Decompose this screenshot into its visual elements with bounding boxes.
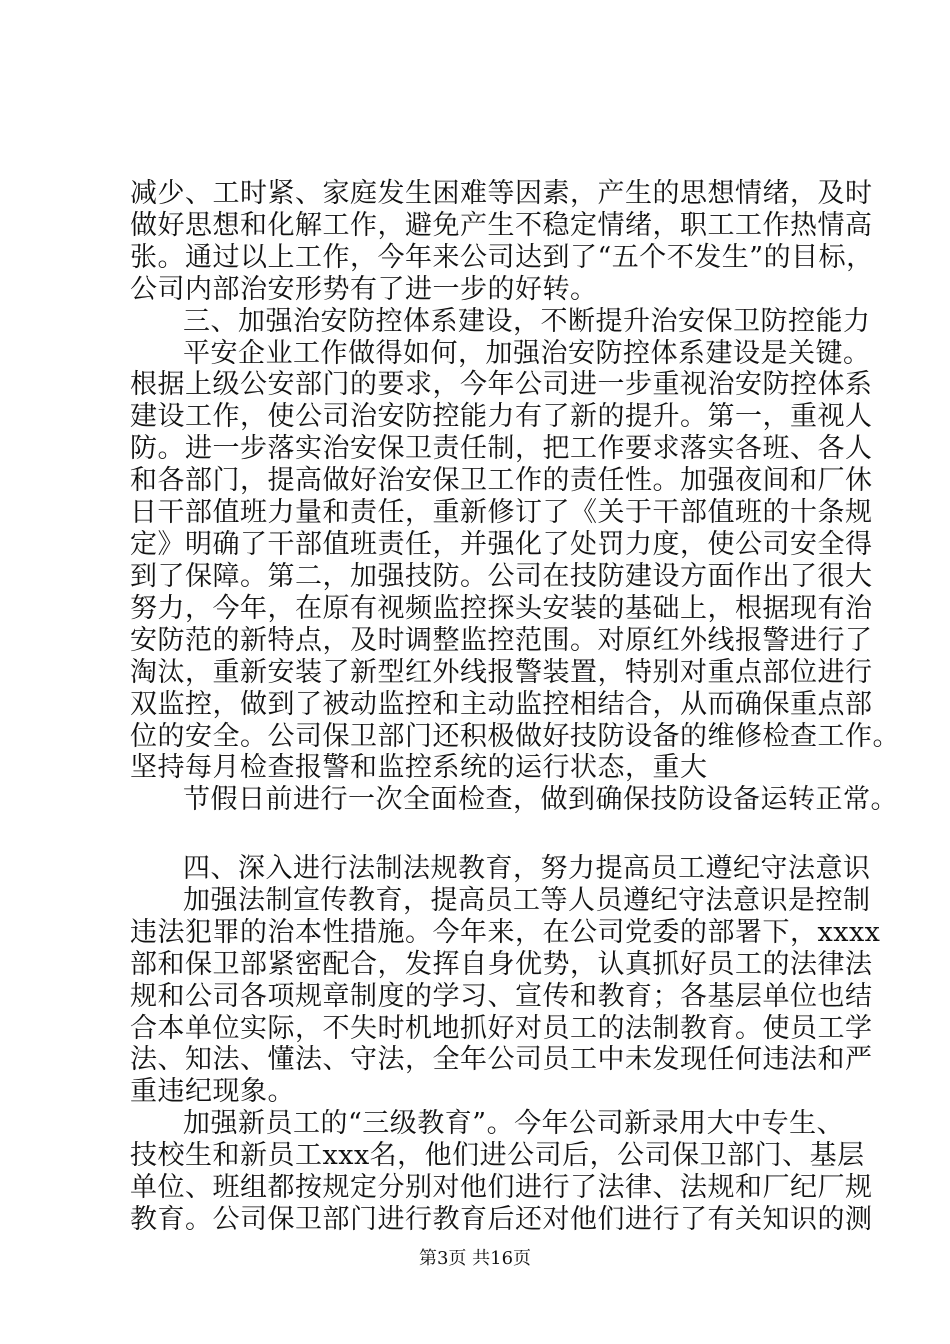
section-heading: 四、深入进行法制法规教育，努力提高员工遵纪守法意识: [183, 853, 871, 884]
text-line: 单位、班组都按规定分别对他们进行了法律、法规和厂纪厂规: [130, 1172, 873, 1203]
text-line: 根据上级公安部门的要求，今年公司进一步重视治安防控体系: [130, 369, 873, 400]
text-line: 部和保卫部紧密配合，发挥自身优势，认真抓好员工的法律法: [130, 949, 873, 980]
text-line: 教育。公司保卫部门进行教育后还对他们进行了有关知识的测: [130, 1204, 873, 1235]
text-line: 减少、工时紧、家庭发生困难等因素，产生的思想情绪，及时: [130, 178, 873, 209]
text-line: 平安企业工作做得如何，加强治安防控体系建设是关键。: [183, 338, 871, 369]
text-line: 到了保障。第二，加强技防。公司在技防建设方面作出了很大: [130, 561, 873, 592]
text-line: 加强法制宣传教育，提高员工等人员遵纪守法意识是控制: [183, 885, 871, 916]
text-line: 安防范的新特点，及时调整监控范围。对原红外线报警进行了: [130, 625, 873, 656]
text-line: 规和公司各项规章制度的学习、宣传和教育；各基层单位也结: [130, 981, 873, 1012]
text-line: 位的安全。公司保卫部门还积极做好技防设备的维修检查工作。: [130, 721, 900, 752]
text-line: 节假日前进行一次全面检查，做到确保技防设备运转正常。: [183, 784, 898, 815]
page-footer: 第3页 共16页: [418, 1248, 532, 1269]
text-line: 合本单位实际，不失时机地抓好对员工的法制教育。使员工学: [130, 1013, 873, 1044]
text-line: 和各部门，提高做好治安保卫工作的责任性。加强夜间和厂休: [130, 465, 873, 496]
text-line: 日干部值班力量和责任，重新修订了《关于干部值班的十条规: [130, 497, 873, 528]
text-line: 重违纪现象。: [130, 1076, 295, 1107]
text-line: 公司内部治安形势有了进一步的好转。: [130, 274, 598, 305]
text-line: 法、知法、懂法、守法，全年公司员工中未发现任何违法和严: [130, 1044, 873, 1075]
text-line: 定》明确了干部值班责任，并强化了处罚力度，使公司安全得: [130, 529, 873, 560]
text-line: 防。进一步落实治安保卫责任制，把工作要求落实各班、各人: [130, 433, 873, 464]
text-line: 加强新员工的“三级教育”。今年公司新录用大中专生、: [183, 1108, 845, 1139]
text-line: 坚持每月检查报警和监控系统的运行状态，重大: [130, 752, 708, 783]
text-line: 张。通过以上工作，今年来公司达到了“五个不发生”的目标，: [130, 242, 874, 273]
text-line: 淘汰，重新安装了新型红外线报警装置，特别对重点部位进行: [130, 657, 873, 688]
text-line: 技校生和新员工xxx名，他们进公司后，公司保卫部门、基层: [130, 1140, 865, 1171]
text-line: 努力，今年，在原有视频监控探头安装的基础上，根据现有治: [130, 593, 873, 624]
text-line: 违法犯罪的治本性措施。今年来，在公司党委的部署下，xxxx: [130, 917, 881, 948]
text-line: 建设工作，使公司治安防控能力有了新的提升。第一，重视人: [130, 401, 873, 432]
section-heading: 三、加强治安防控体系建设，不断提升治安保卫防控能力: [183, 306, 871, 337]
text-line: 双监控，做到了被动监控和主动监控相结合，从而确保重点部: [130, 689, 873, 720]
text-line: 做好思想和化解工作，避免产生不稳定情绪，职工工作热情高: [130, 210, 873, 241]
